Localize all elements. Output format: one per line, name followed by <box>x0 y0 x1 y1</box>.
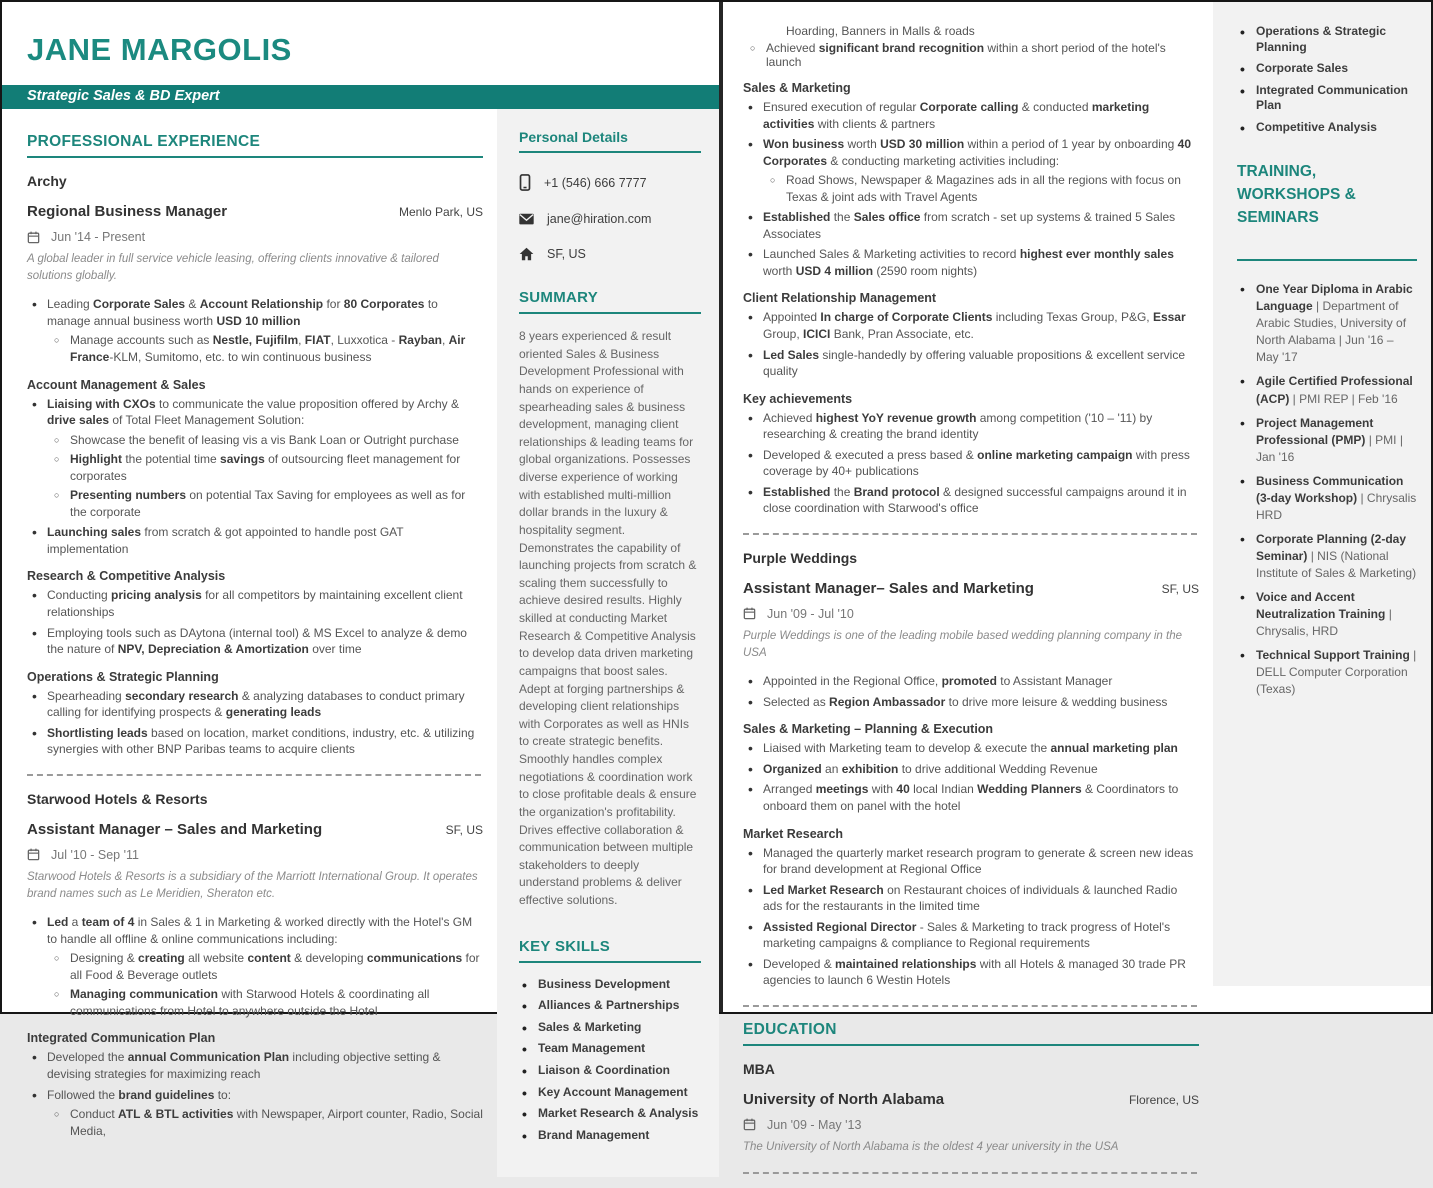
resume-page-1 <box>2 2 723 1142</box>
bullet-item: • Operations & Strategic Planning <box>1237 24 1417 55</box>
job-dates-row <box>27 230 483 244</box>
bullet-group-heading: Research & Competitive Analysis <box>27 569 226 584</box>
job-dates: Jun '09 - Jul '10 <box>767 606 854 621</box>
bullet-list <box>743 309 1199 379</box>
bullet-item: • Corporate Sales <box>1237 61 1417 77</box>
bullet-item: • Agile Certified Professional (ACP) | PMI REP | Feb '16 <box>1237 373 1417 407</box>
job-bullet-groups <box>27 914 483 1139</box>
mobile-phone-icon <box>519 174 531 191</box>
bullet-item: • Competitive Analysis <box>1237 120 1417 136</box>
page1-sidebar <box>497 109 719 1177</box>
bullet-list <box>743 845 1199 989</box>
bullet-item: • Technical Support Training | DELL Computer Corporation (Texas) <box>1237 647 1417 698</box>
dashed-divider <box>743 1172 1197 1174</box>
bullet-item: • Liaised with Marketing team to develop & execute the annual marketing plan <box>743 740 1199 757</box>
bullet-item: • Employing tools such as DAytona (internal tool) & MS Excel to analyze & demo the nature of NPV, Depreciation & Amortization over time <box>27 625 483 658</box>
section-title-personal-details: Personal Details <box>519 129 701 153</box>
training-list <box>1237 281 1417 698</box>
sub-bullet-list <box>47 1106 483 1139</box>
bullet-list <box>743 673 1199 710</box>
page2-sidebar <box>1213 2 1431 986</box>
company-description: Purple Weddings is one of the leading mobile based wedding planning company in the USA <box>743 629 1182 659</box>
sub-bullet-item: ○ Achieved significant brand recognition within a short period of the hotel's launch <box>743 41 1199 69</box>
sub-bullet-item: ○ Designing & creating all website content & developing communications for all Food & Beverage outlets <box>47 950 483 983</box>
bullet-item: • One Year Diploma in Arabic Language | Department of Arabic Studies, University of North Alabama | Jun '16 – May '17 <box>1237 281 1417 366</box>
job-role: Regional Business Manager <box>27 203 228 220</box>
home-icon <box>519 247 534 261</box>
bullet-item: • Integrated Communication Plan <box>1237 83 1417 114</box>
bullet-item: • Established the Sales office from scratch - set up systems & trained 5 Sales Associates <box>743 209 1199 242</box>
job-block-starwood <box>27 791 483 1139</box>
continued-bullet-text: Hoarding, Banners in Malls & roads <box>786 24 975 38</box>
bullet-item: • Won business worth USD 30 million within a period of 1 year by onboarding 40 Corporates & conducting marketing activities including: ○ Road Shows, Newspaper & Magazines ads in all the regions with focus on Texas & joint ads with Travel Agents <box>743 136 1199 205</box>
resume-page-2 <box>723 2 1431 1153</box>
summary-text: 8 years experienced & result oriented Sales & Business Development Professional with hands on experience of spearheading sales & business development, managing client relationships & leading teams for global organizations. Possesses diverse experience of working with established multi-million dollar brands in the luxury & hospitality segment. Demonstrates the capability of launching projects from scratch & scaling them successfully to achieve desired results. Highly skilled at conducting Market Research & Competitive Analysis to develop data driven marketing campaigns that boost sales. Adept at forging partnerships & developing client relationships with Corporates as well as HNIs to create strategic benefits. Smoothly handles complex negotiations & coordination work to close profitable deals & ensure the organization's profitability. Drives effective collaboration & communication between multiple stakeholders to deeply understand problems & deliver effective solutions. <box>519 329 697 907</box>
sub-bullet-item: ○ Manage accounts such as Nestle, Fujifilm, FIAT, Luxxotica - Rayban, Air France-KLM, Sumitomo, etc. to win continuous business <box>47 332 483 365</box>
job-location: SF, US <box>1161 581 1199 596</box>
sub-bullet-item: ○ Showcase the benefit of leasing vis a vis Bank Loan or Outright purchase <box>47 432 483 449</box>
bullet-item: • Shortlisting leads based on location, market conditions, industry, etc. & utilizing synergies with other BNP Paribas teams to acquire clients <box>27 725 483 758</box>
company-description: Starwood Hotels & Resorts is a subsidiary of the Marriott International Group. It operates brand names such as Le Meridien, Sheraton etc. <box>27 870 478 900</box>
bullet-list <box>27 587 483 657</box>
section-title-training-workshops: TRAINING, WORKSHOPS & SEMINARS <box>1237 162 1356 227</box>
sub-bullet-list <box>47 950 483 1019</box>
page1-main-column <box>2 109 497 1149</box>
calendar-icon <box>27 231 40 244</box>
calendar-icon <box>743 1118 756 1131</box>
job-role: Assistant Manager – Sales and Marketing <box>27 820 323 838</box>
school-name: University of North Alabama <box>743 1090 945 1108</box>
sub-bullet-item: ○ Road Shows, Newspaper & Magazines ads in all the regions with focus on Texas & joint ads with Travel Agents <box>763 172 1199 205</box>
bullet-item: • Launching sales from scratch & got appointed to handle post GAT implementation <box>27 524 483 557</box>
bullet-list <box>27 688 483 758</box>
section-title-education: EDUCATION <box>743 1021 1199 1046</box>
bullet-item: • Led a team of 4 in Sales & 1 in Marketing & worked directly with the Hotel's GM to handle all offline & online communications including: ○ Designing & creating all website content & developing communications for all Food & Beverage outlets ○ Managing communication with Starwood Hotels & coordinating all communications from Hotel to anywhere outside the Hotel <box>27 914 483 1019</box>
bullet-item: • Sales & Marketing <box>519 1020 701 1036</box>
sub-bullet-list <box>763 172 1199 205</box>
bullet-group-heading: Sales & Marketing – Planning & Execution <box>743 722 994 737</box>
job-dates: Jul '10 - Sep '11 <box>51 847 139 862</box>
bullet-item: • Arranged meetings with 40 local Indian Wedding Planners & Coordinators to onboard them on panel with the hotel <box>743 781 1199 814</box>
company-name: Archy <box>27 173 67 189</box>
bullet-item: • Conducting pricing analysis for all competitors by maintaining excellent client relationships <box>27 587 483 620</box>
dashed-divider <box>743 533 1197 535</box>
job-dates-row <box>27 848 483 862</box>
title-band <box>2 85 719 109</box>
bullet-list <box>743 99 1199 279</box>
bullet-group-heading: Key achievements <box>743 391 853 406</box>
bullet-item: • Voice and Accent Neutralization Training | Chrysalis, HRD <box>1237 589 1417 640</box>
education-dates-row <box>743 1118 1199 1132</box>
bullet-group-heading: Market Research <box>743 826 844 841</box>
key-skills-list <box>519 977 701 1144</box>
bullet-group-heading: Integrated Communication Plan <box>27 1031 216 1046</box>
section-title-professional-experience: PROFESSIONAL EXPERIENCE <box>27 133 483 158</box>
sub-bullet-item: ○ Conduct ATL & BTL activities with Newspaper, Airport counter, Radio, Social Media, <box>47 1106 483 1139</box>
sub-bullet-list <box>47 332 483 365</box>
training-section-rule <box>1237 259 1417 261</box>
key-skills-continued-list <box>1237 24 1417 136</box>
degree-name: MBA <box>743 1060 775 1077</box>
school-description: The University of North Alabama is the oldest 4 year university in the USA <box>743 1140 1119 1153</box>
bullet-item: • Corporate Planning (2-day Seminar) | NIS (National Institute of Sales & Marketing) <box>1237 531 1417 582</box>
bullet-item: • Selected as Region Ambassador to drive more leisure & wedding business <box>743 694 1199 711</box>
address: SF, US <box>547 247 586 261</box>
dashed-divider <box>743 1005 1197 1007</box>
section-title-summary: SUMMARY <box>519 289 701 314</box>
sub-bullet-item: ○ Highlight the potential time savings of outsourcing fleet management for corporates <box>47 451 483 484</box>
email-address: jane@hiration.com <box>547 212 652 226</box>
bullet-item: • Launched Sales & Marketing activities to record highest ever monthly sales worth USD 4 million (2590 room nights) <box>743 246 1199 279</box>
bullet-item: • Managed the quarterly market research program to generate & screen new ideas for brand development at Regional Office <box>743 845 1199 878</box>
company-name: Starwood Hotels & Resorts <box>27 790 208 807</box>
bullet-list <box>27 1049 483 1139</box>
bullet-item: • Ensured execution of regular Corporate calling & conducted marketing activities with clients & partners <box>743 99 1199 132</box>
bullet-list <box>743 740 1199 814</box>
bullet-group-heading: Client Relationship Management <box>743 291 937 306</box>
bullet-item: • Developed & executed a press based & online marketing campaign with press coverage by 40+ publications <box>743 447 1199 480</box>
sub-bullet-item: ○ Managing communication with Starwood Hotels & coordinating all communications from Hotel to anywhere outside the Hotel <box>47 986 483 1019</box>
company-name: Purple Weddings <box>743 549 858 566</box>
bullet-item: • Appointed in the Regional Office, promoted to Assistant Manager <box>743 673 1199 690</box>
bullet-item: • Market Research & Analysis <box>519 1106 701 1122</box>
sub-bullet-list <box>47 432 483 521</box>
candidate-tagline: Strategic Sales & BD Expert <box>27 88 220 104</box>
job-block-purple-weddings <box>743 550 1199 989</box>
section-title-key-skills: KEY SKILLS <box>519 938 701 963</box>
bullet-item: • Alliances & Partnerships <box>519 998 701 1014</box>
bullet-list <box>743 410 1199 517</box>
bullet-item: • Organized an exhibition to drive additional Wedding Revenue <box>743 761 1199 778</box>
bullet-item: • Team Management <box>519 1041 701 1057</box>
starwood-continued-groups <box>743 81 1199 517</box>
bullet-item: • Followed the brand guidelines to: ○ Conduct ATL & BTL activities with Newspaper, Airport counter, Radio, Social Media, <box>27 1087 483 1140</box>
bullet-item: • Business Development <box>519 977 701 993</box>
calendar-icon <box>27 848 40 861</box>
bullet-item: • Key Account Management <box>519 1085 701 1101</box>
bullet-item: • Liaison & Coordination <box>519 1063 701 1079</box>
page2-main-column <box>723 2 1213 1188</box>
continued-sub-bullet-list <box>743 41 1199 69</box>
bullet-list <box>27 296 483 365</box>
job-dates: Jun '14 - Present <box>51 230 146 244</box>
bullet-list <box>27 914 483 1019</box>
bullet-item: • Project Management Professional (PMP) | PMI | Jan '16 <box>1237 415 1417 466</box>
sub-bullet-item: ○ Presenting numbers on potential Tax Saving for employees as well as for the corporate <box>47 487 483 520</box>
candidate-name: JANE MARGOLIS <box>27 32 292 67</box>
contact-address-row <box>519 247 701 261</box>
job-location: Menlo Park, US <box>398 205 483 219</box>
bullet-item: • Developed & maintained relationships with all Hotels & managed 30 trade PR agencies to launch 6 Westin Hotels <box>743 956 1199 989</box>
bullet-item: • Appointed In charge of Corporate Clients including Texas Group, P&G, Essar Group, ICICI Bank, Pran Associate, etc. <box>743 309 1199 342</box>
phone-number: +1 (546) 666 7777 <box>544 175 647 190</box>
job-dates-row <box>743 607 1199 621</box>
job-bullet-groups <box>27 296 483 757</box>
bullet-item: • Led Market Research on Restaurant choices of individuals & launched Radio ads for the restaurants in the limited time <box>743 882 1199 915</box>
envelope-icon <box>519 213 534 225</box>
company-description: A global leader in full service vehicle leasing, offering clients innovative & tailored solutions globally. <box>27 253 439 282</box>
bullet-item: • Established the Brand protocol & designed successful campaigns around it in close coordination with Starwood's office <box>743 484 1199 517</box>
bullet-group-heading: Account Management & Sales <box>27 377 206 392</box>
bullet-item: • Led Sales single-handedly by offering valuable propositions & excellent service quality <box>743 347 1199 380</box>
job-block-archy <box>27 173 483 758</box>
bullet-item: • Brand Management <box>519 1128 701 1144</box>
education-dates: Jun '09 - May '13 <box>767 1117 862 1132</box>
job-location: SF, US <box>445 822 483 837</box>
bullet-item: • Leading Corporate Sales & Account Relationship for 80 Corporates to manage annual business worth USD 10 million ○ Manage accounts such as Nestle, Fujifilm, FIAT, Luxxotica - Rayban, Air France-KLM, Sumitomo, etc. to win continuous business <box>27 296 483 365</box>
job-role: Assistant Manager– Sales and Marketing <box>743 579 1034 597</box>
bullet-group-heading: Sales & Marketing <box>743 81 851 95</box>
dashed-divider <box>27 774 481 776</box>
job-bullet-groups <box>743 673 1199 989</box>
bullet-list <box>27 396 483 558</box>
school-location: Florence, US <box>1128 1092 1199 1107</box>
bullet-item: • Assisted Regional Director - Sales & Marketing to track progress of Hotel's marketing campaigns & compliance to Regional requirements <box>743 919 1199 952</box>
bullet-item: • Business Communication (3-day Workshop) | Chrysalis HRD <box>1237 473 1417 524</box>
bullet-item: • Achieved highest YoY revenue growth among competition ('10 – '11) by researching & creating the brand identity <box>743 410 1199 443</box>
education-block <box>743 1021 1199 1156</box>
bullet-item: • Developed the annual Communication Plan including objective setting & devising strategies for maximizing reach <box>27 1049 483 1082</box>
bullet-item: • Liaising with CXOs to communicate the value proposition offered by Archy & drive sales of Total Fleet Management Solution: ○ Showcase the benefit of leasing vis a vis Bank Loan or Outright purchase ○ Highlight the potential time savings of outsourcing fleet management for corporates ○ Presenting numbers on potential Tax Saving for employees as well as for the corporate <box>27 396 483 521</box>
calendar-icon <box>743 607 756 620</box>
bullet-group-heading: Operations & Strategic Planning <box>27 669 219 684</box>
contact-phone-row <box>519 174 701 191</box>
contact-email-row <box>519 212 701 226</box>
bullet-item: • Spearheading secondary research & analyzing databases to conduct primary calling for identifying prospects & generating leads <box>27 688 483 721</box>
